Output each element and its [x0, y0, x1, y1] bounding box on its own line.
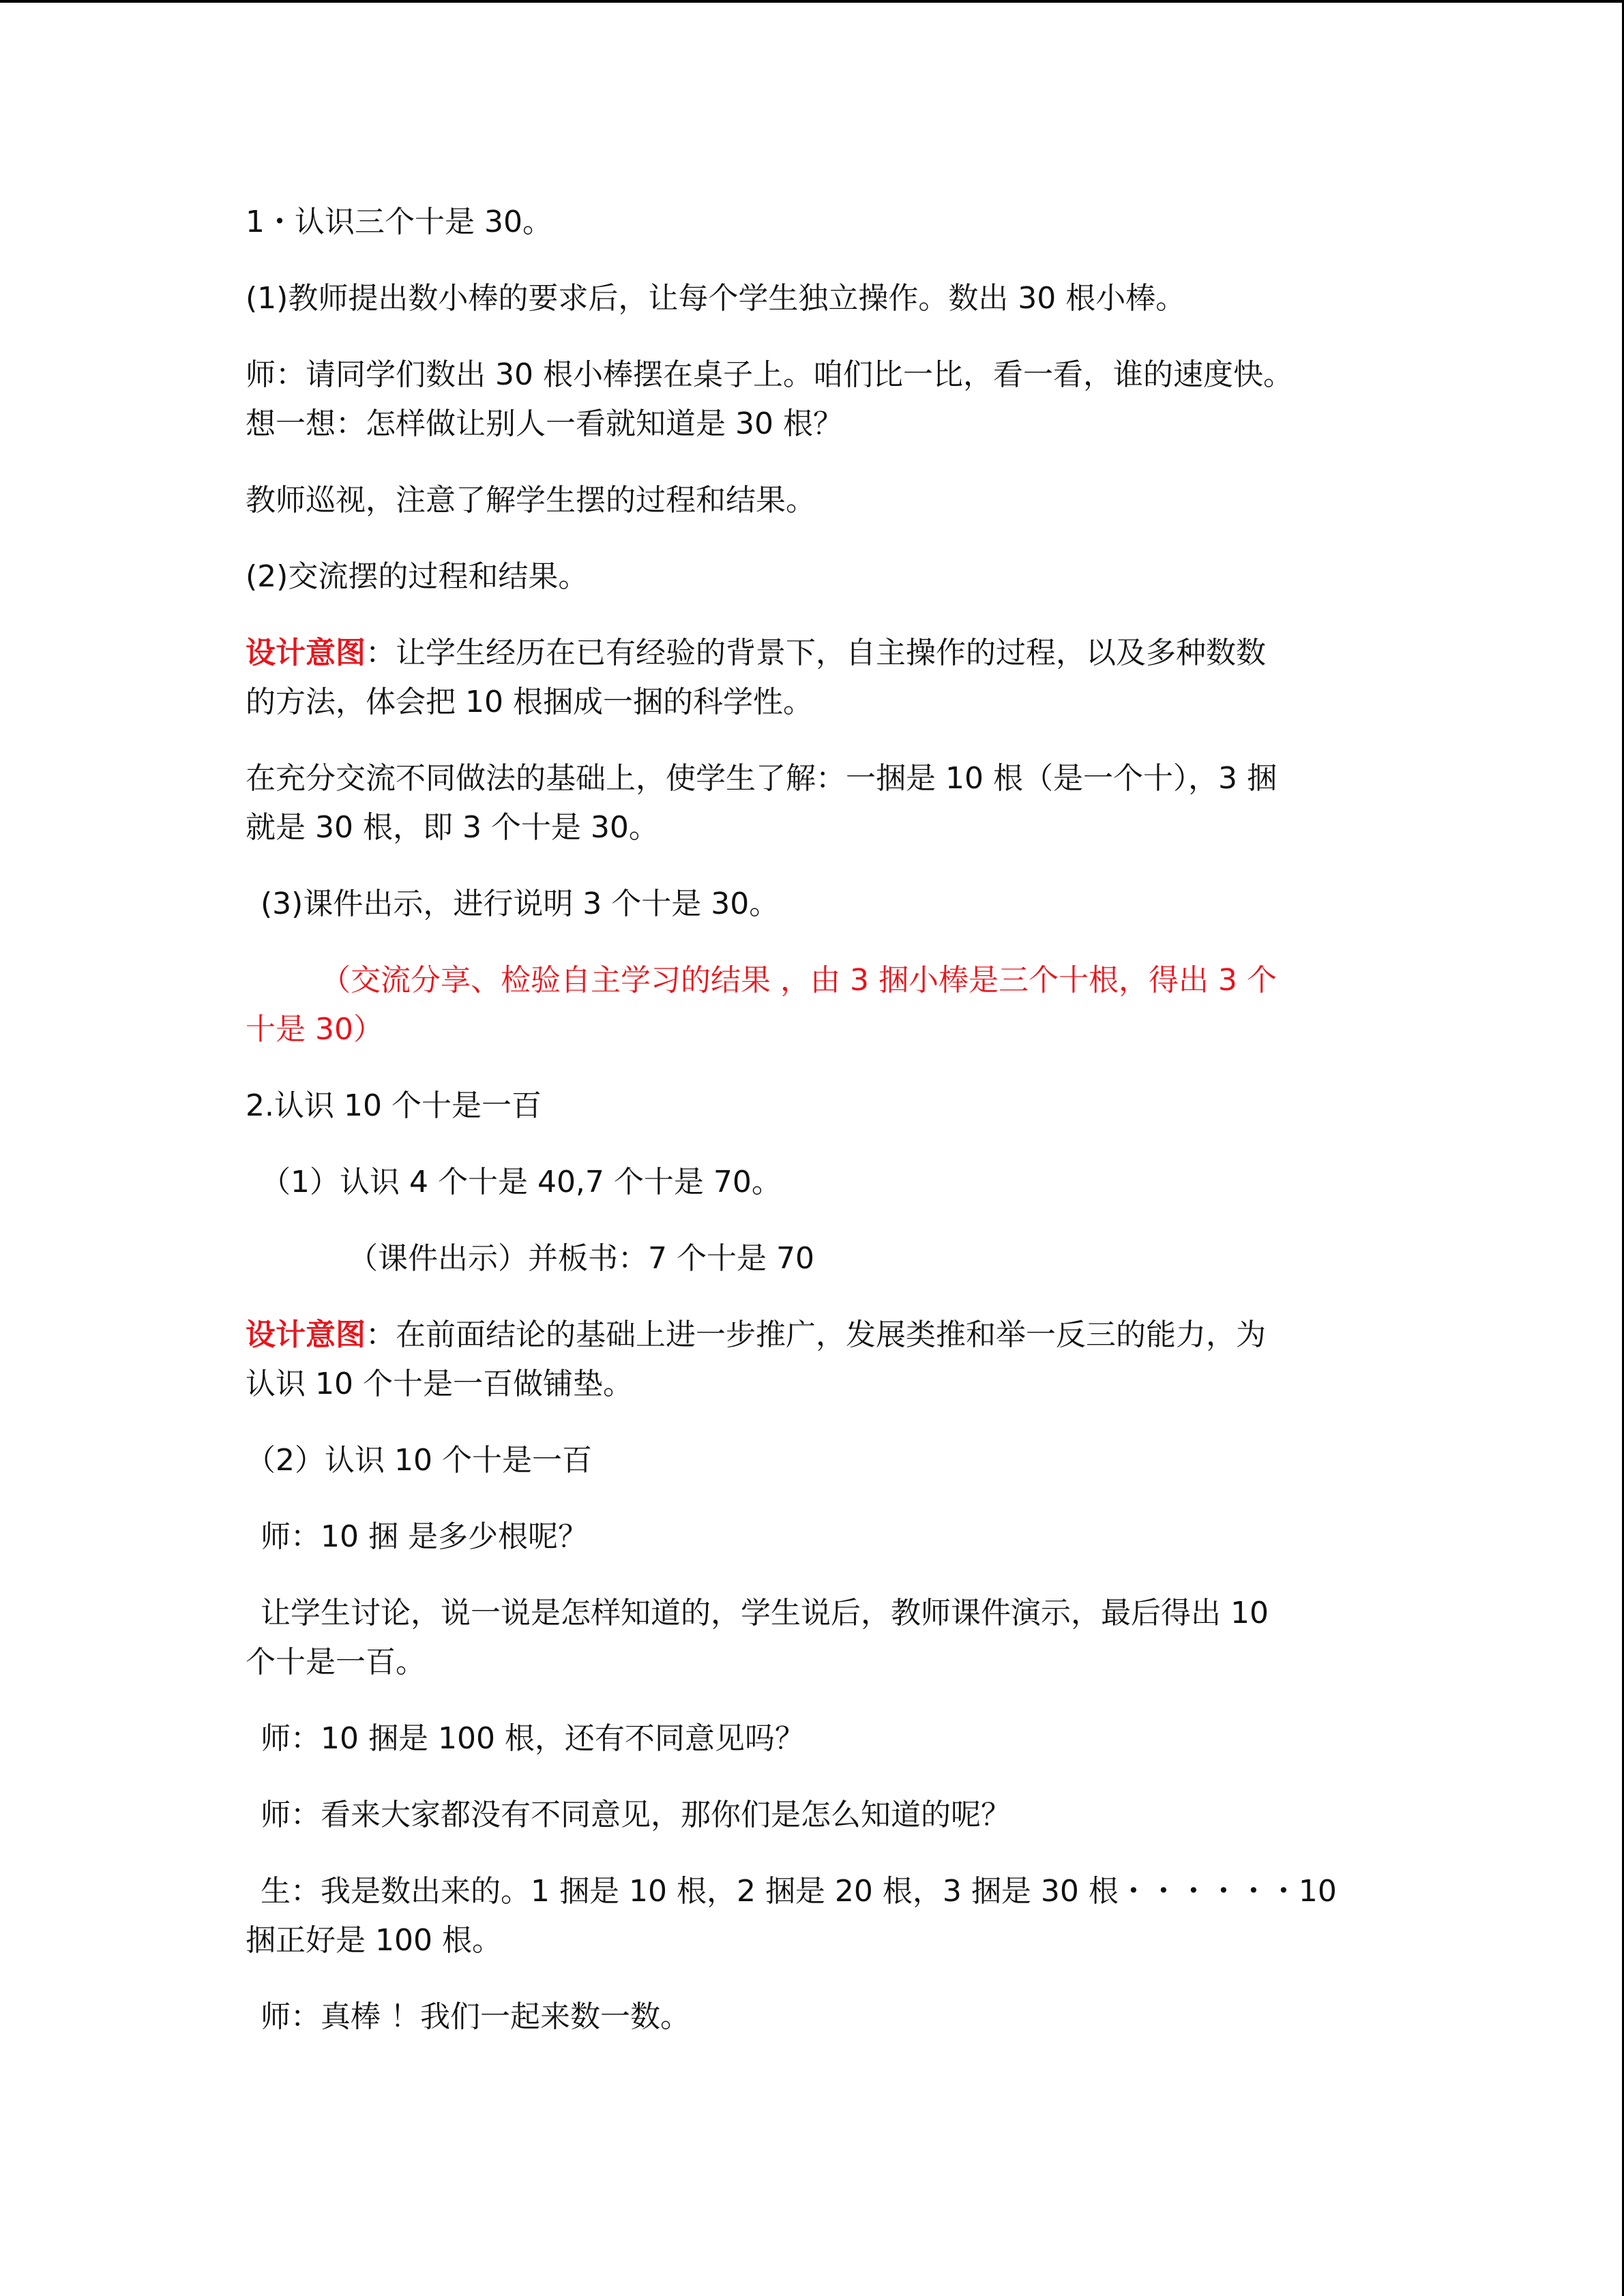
paragraph-7-line-1: 在充分交流不同做法的基础上，使学生了解：一捆是 10 根（是一个十），3 捆	[246, 761, 1277, 796]
paragraph-12: （课件出示）并板书：7 个十是 70	[348, 1241, 814, 1276]
paragraph-3	[246, 351, 1378, 449]
paragraph-8: (3)课件出示，进行说明 3 个十是 30。	[261, 886, 780, 921]
paragraph-4: 教师巡视，注意了解学生摆的过程和结果。	[246, 483, 816, 518]
paragraph-19-line-1: 生：我是数出来的。1 捆是 10 根，2 捆是 20 根，3 捆是 30 根・・・・・・10	[261, 1874, 1337, 1909]
design-intent-label: 设计意图	[246, 1317, 366, 1352]
paragraph-20: 师：真棒 ！我们一起来数一数。	[261, 1999, 690, 2034]
paragraph-17: 师：10 捆是 100 根，还有不同意见吗？	[261, 1721, 805, 1756]
design-intent-label: 设计意图	[246, 636, 366, 670]
paragraph-16-line-1: 让学生讨论，说一说是怎样知道的，学生说后，教师课件演示，最后得出 10	[261, 1596, 1269, 1630]
paragraph-19	[246, 1867, 1378, 1965]
paragraph-16-line-2: 个十是一百。	[246, 1645, 426, 1680]
paragraph-2: (1)教师提出数小棒的要求后，让每个学生独立操作。数出 30 根小棒。	[246, 281, 1186, 316]
paragraph-3-line-1: 师：请同学们数出 30 根小棒摆在桌子上。咱们比一比，看一看，谁的速度快。	[246, 357, 1293, 392]
paragraph-3-line-2: 想一想：怎样做让别人一看就知道是 30 根？	[246, 406, 843, 441]
paragraph-7	[246, 754, 1378, 852]
paragraph-11: （1）认识 4 个十是 40,7 个十是 70。	[261, 1165, 782, 1199]
design-intent-1-text: ：让学生经历在已有经验的背景下，自主操作的过程，以及多种数数	[366, 636, 1266, 670]
paragraph-9-line-2: 十是 30）	[246, 1012, 383, 1047]
design-intent-2-line-2: 认识 10 个十是一百做铺垫。	[246, 1367, 633, 1401]
paragraph-15: 师：10 捆 是多少根呢？	[261, 1519, 588, 1554]
paragraph-18: 师：看来大家都没有不同意见，那你们是怎么知道的呢？	[261, 1798, 1011, 1832]
paragraph-9-line-1: （交流分享、检验自主学习的结果 ，由 3 捆小棒是三个十根，得出 3 个	[321, 963, 1277, 998]
design-intent-1	[246, 629, 1378, 727]
design-intent-2-line-1	[246, 1311, 1378, 1360]
section-heading-2: 2.认识 10 个十是一百	[246, 1088, 542, 1123]
paragraph-5: (2)交流摆的过程和结果。	[246, 559, 589, 594]
paragraph-1: 1・认识三个十是 30。	[246, 205, 552, 239]
page-top-border	[0, 0, 1624, 3]
paragraph-7-line-2: 就是 30 根，即 3 个十是 30。	[246, 810, 659, 845]
design-intent-1-line-2: 的方法，体会把 10 根捆成一捆的科学性。	[246, 685, 813, 719]
paragraph-19-line-2: 捆正好是 100 根。	[246, 1923, 502, 1958]
paragraph-16	[246, 1589, 1378, 1687]
design-intent-2-text: ：在前面结论的基础上进一步推广，发展类推和举一反三的能力，为	[366, 1317, 1266, 1352]
paragraph-9-red	[246, 956, 1378, 1054]
design-intent-2	[246, 1311, 1378, 1409]
paragraph-14: （2）认识 10 个十是一百	[246, 1443, 592, 1478]
design-intent-1-line-1	[246, 629, 1378, 678]
document-page	[246, 198, 1378, 2069]
